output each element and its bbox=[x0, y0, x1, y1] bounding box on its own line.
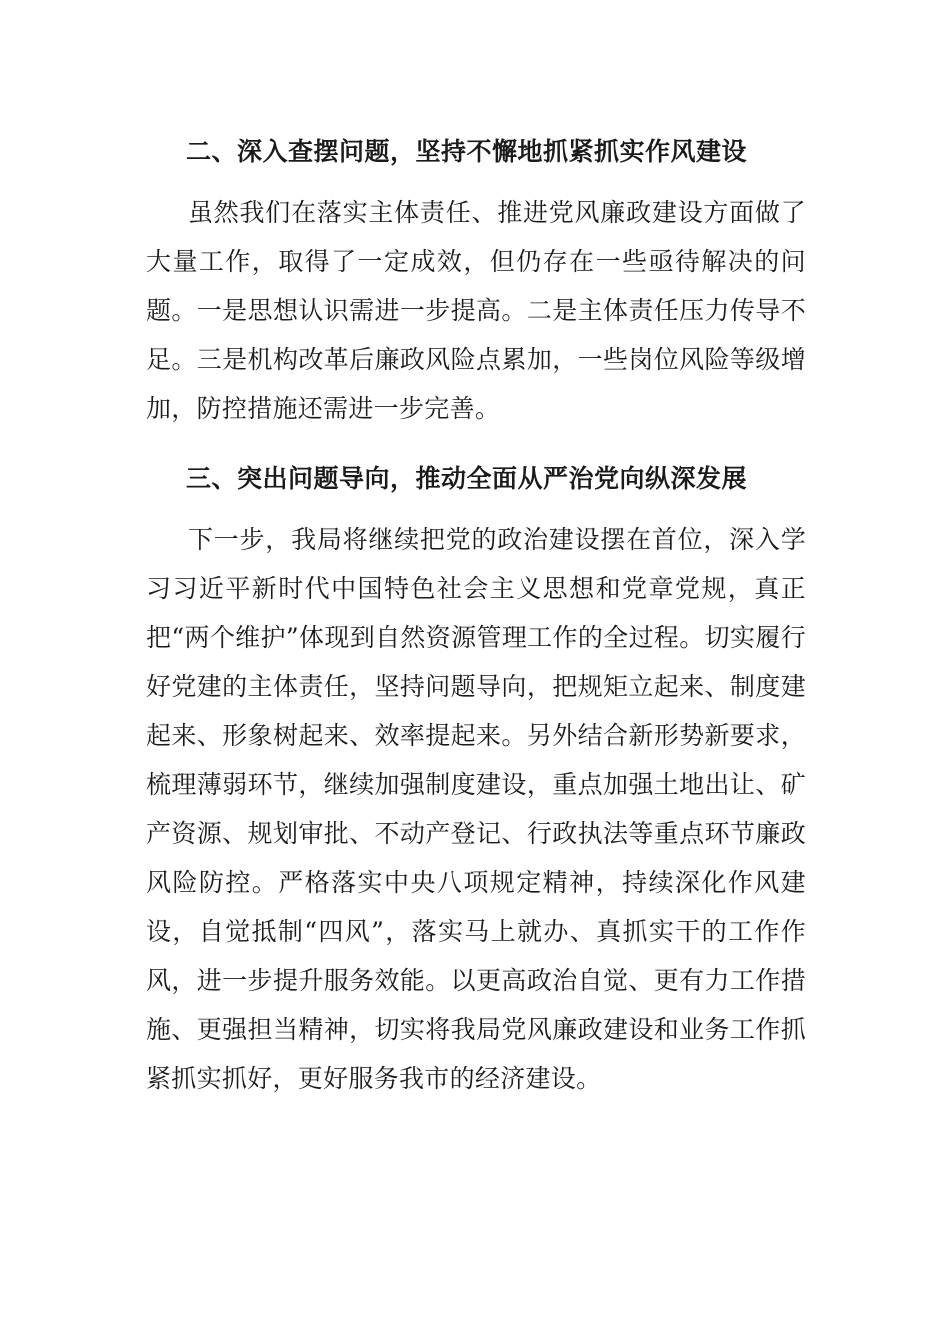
section-heading-3: 三、突出问题导向，推动全面从严治党向纵深发展 bbox=[186, 464, 748, 493]
section-heading-2: 二、深入查摆问题，坚持不懈地抓紧抓实作风建设 bbox=[186, 137, 748, 166]
section-paragraph-2: 虽然我们在落实主体责任、推进党风廉政建设方面做了大量工作，取得了一定成效，但仍存在一些亟待解决的问题。一是思想认识需进一步提高。二是主体责任压力传导不足。三是机构改革后廉政风险点累加，一些岗位风险等级增加，防控措施还需进一步完善。 bbox=[146, 198, 806, 423]
document-body bbox=[146, 116, 806, 1103]
section-paragraph-3: 下一步，我局将继续把党的政治建设摆在首位，深入学习习近平新时代中国特色社会主义思想和党章党规，真正把“两个维护”体现到自然资源管理工作的全过程。切实履行好党建的主体责任，坚持问题导向，把规矩立起来、制度建起来、形象树起来、效率提起来。另外结合新形势新要求，梳理薄弱环节，继续加强制度建设，重点加强土地出让、矿产资源、规划审批、不动产登记、行政执法等重点环节廉政风险防控。严格落实中央八项规定精神，持续深化作风建设，自觉抵制“四风”，落实马上就办、真抓实干的工作作风，进一步提升服务效能。以更高政治自觉、更有力工作措施、更强担当精神，切实将我局党风廉政建设和业务工作抓紧抓实抓好，更好服务我市的经济建设。 bbox=[146, 525, 806, 1093]
